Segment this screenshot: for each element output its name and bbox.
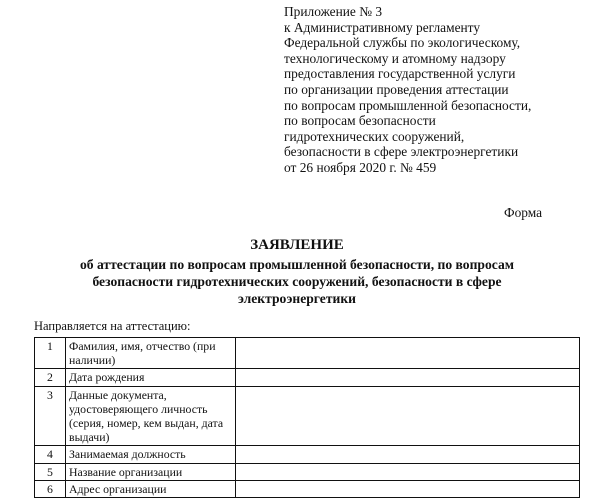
row-value-field[interactable] <box>236 338 580 369</box>
row-label: Фамилия, имя, отчество (при наличии) <box>66 338 236 369</box>
row-number: 6 <box>35 480 66 497</box>
document-subtitle-line: безопасности гидротехнических сооружений, безопасности в сфере <box>92 274 502 289</box>
row-number: 1 <box>35 338 66 369</box>
row-value-field[interactable] <box>236 369 580 386</box>
table-row <box>35 338 580 369</box>
directed-label: Направляется на аттестацию: <box>34 319 191 333</box>
table-row <box>35 386 580 446</box>
table-row <box>35 480 580 497</box>
appendix-line: технологическому и атомному надзору <box>284 50 506 66</box>
document-subtitle-line: об аттестации по вопросам промышленной безопасности, по вопросам <box>79 257 515 272</box>
appendix-line: по организации проведения аттестации <box>284 81 509 97</box>
application-table <box>34 337 580 498</box>
appendix-line: Приложение № 3 <box>284 4 383 19</box>
form-label: Форма <box>504 205 543 220</box>
row-label: Адрес организации <box>66 480 236 497</box>
appendix-line: по вопросам безопасности <box>284 113 436 129</box>
row-value-field[interactable] <box>236 446 580 463</box>
row-number: 4 <box>35 446 66 463</box>
table-row <box>35 446 580 463</box>
appendix-line: Федеральной службы по экологическому, <box>284 35 521 51</box>
appendix-line: безопасности в сфере электроэнергетики <box>284 144 519 160</box>
appendix-line: к Административному регламенту <box>284 19 481 35</box>
row-value-field[interactable] <box>236 480 580 497</box>
row-label: Дата рождения <box>66 369 236 386</box>
appendix-block <box>284 4 531 176</box>
row-number: 5 <box>35 463 66 480</box>
row-label: Название организации <box>66 463 236 480</box>
row-label: Данные документа, удостоверяющего личность (серия, номер, кем выдан, дата выдачи) <box>66 386 236 446</box>
document-subtitle-line: электроэнергетики <box>238 291 356 306</box>
row-number: 3 <box>35 386 66 446</box>
table-row <box>35 463 580 480</box>
row-value-field[interactable] <box>236 463 580 480</box>
table-row <box>35 369 580 386</box>
row-value-field[interactable] <box>236 386 580 446</box>
appendix-line: от 26 ноября 2020 г. № 459 <box>284 159 437 175</box>
row-label: Занимаемая должность <box>66 446 236 463</box>
appendix-line: предоставления государственной услуги <box>284 66 516 82</box>
appendix-line: гидротехнических сооружений, <box>284 128 465 144</box>
appendix-line: по вопросам промышленной безопасности, <box>284 97 532 113</box>
row-number: 2 <box>35 369 66 386</box>
document-title: ЗАЯВЛЕНИЕ <box>250 237 344 253</box>
